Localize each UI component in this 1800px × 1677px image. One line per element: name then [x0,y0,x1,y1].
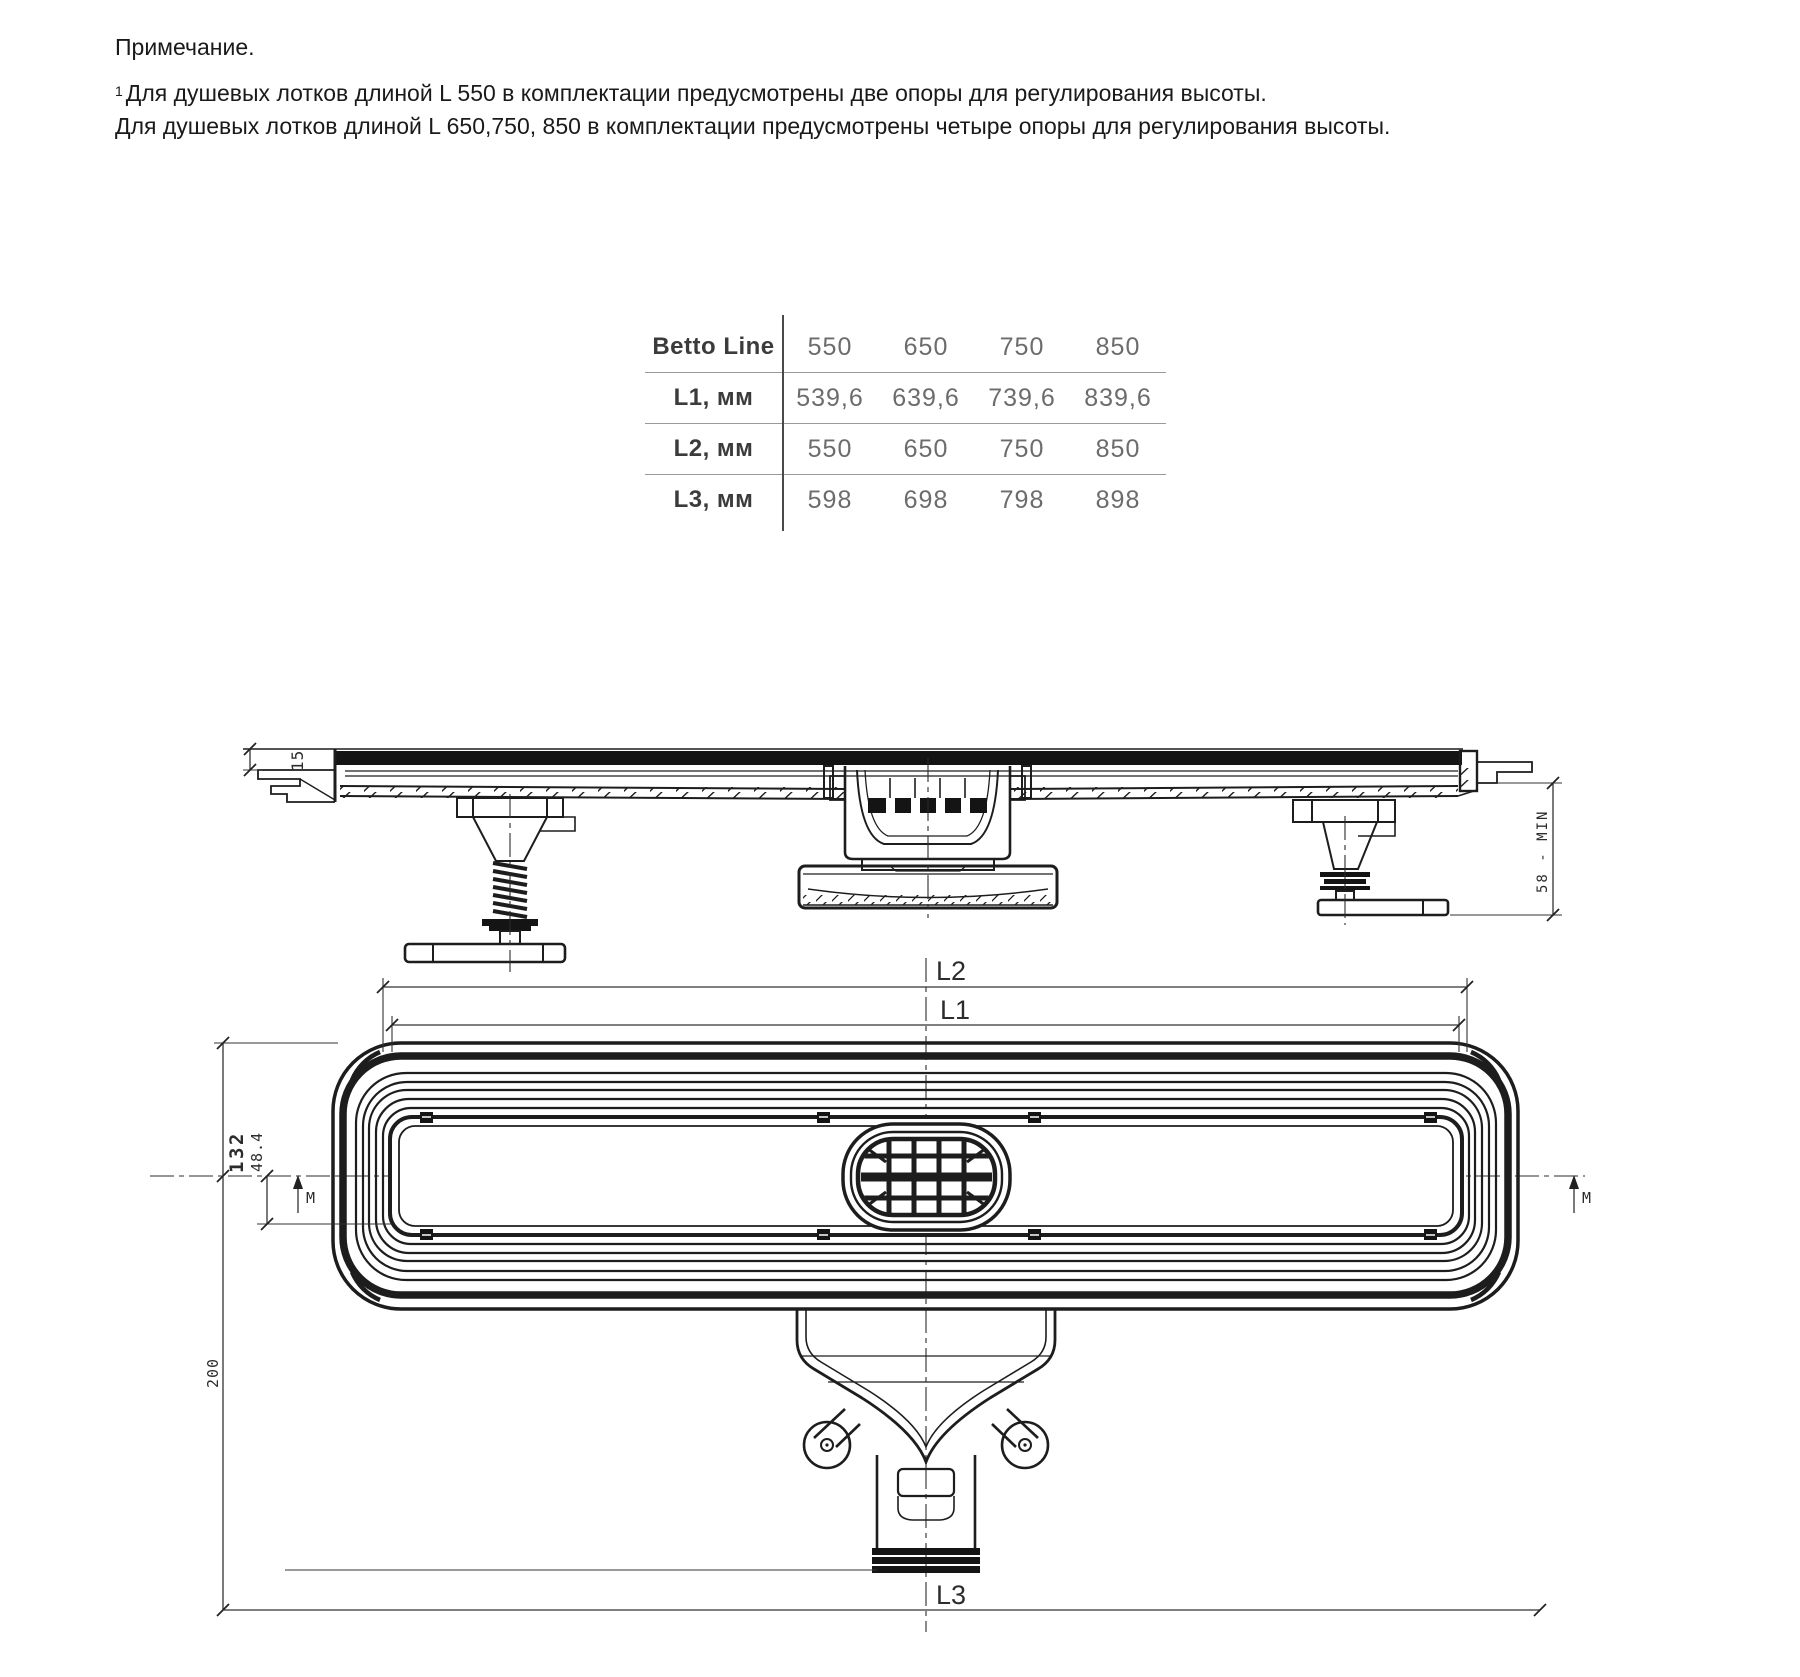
top-view-drawing [150,958,1585,1632]
table-row-l2: L2, мм 550 650 750 850 [645,424,1166,475]
side-view-dimensions [243,743,1562,921]
right-end-cap [1458,751,1532,796]
left-support-leg [405,798,575,962]
channel-top-cover [335,751,1462,765]
note-footnote-line-1: $^1$ Для душевых лотков длиной L 550 в комплектации предусмотрены две опоры для регулирования высоты. [115,80,1267,106]
footnote-marker: 1 [115,83,123,99]
note-footnote-line-2: Для душевых лотков длиной L 650,750, 850 в комплектации предусмотрены четыре опоры для регулирования высоты. [115,113,1391,139]
dim-15: 15 [288,749,307,771]
dim-48-4: 48.4 [248,1131,266,1172]
dim-l3: L3 [936,1580,967,1610]
note-title: Примечание. [115,34,255,60]
table-row-l1: L1, мм 539,6 639,6 739,6 839,6 [645,373,1166,424]
table-row-l3: L3, мм 598 698 798 898 [673,485,1141,514]
table-header-label: Betto Line [652,333,775,360]
pipe-rib [872,1557,980,1564]
pipe-rib [872,1566,980,1573]
dim-58-min: 58 - MIN [1535,809,1551,893]
right-support-leg [1293,800,1448,915]
dim-l2: L2 [936,956,967,986]
dim-200: 200 [204,1357,222,1388]
dim-132: 132 [226,1131,248,1173]
dim-l1: L1 [940,995,971,1025]
table-header-row: Betto Line 550 650 750 850 [645,322,1166,373]
side-view-drawing [243,749,1532,972]
drain-grate [843,1124,1010,1230]
dim-m-right: M [1582,1189,1592,1207]
pipe-rib [872,1548,980,1555]
dim-m-left: M [306,1189,316,1207]
